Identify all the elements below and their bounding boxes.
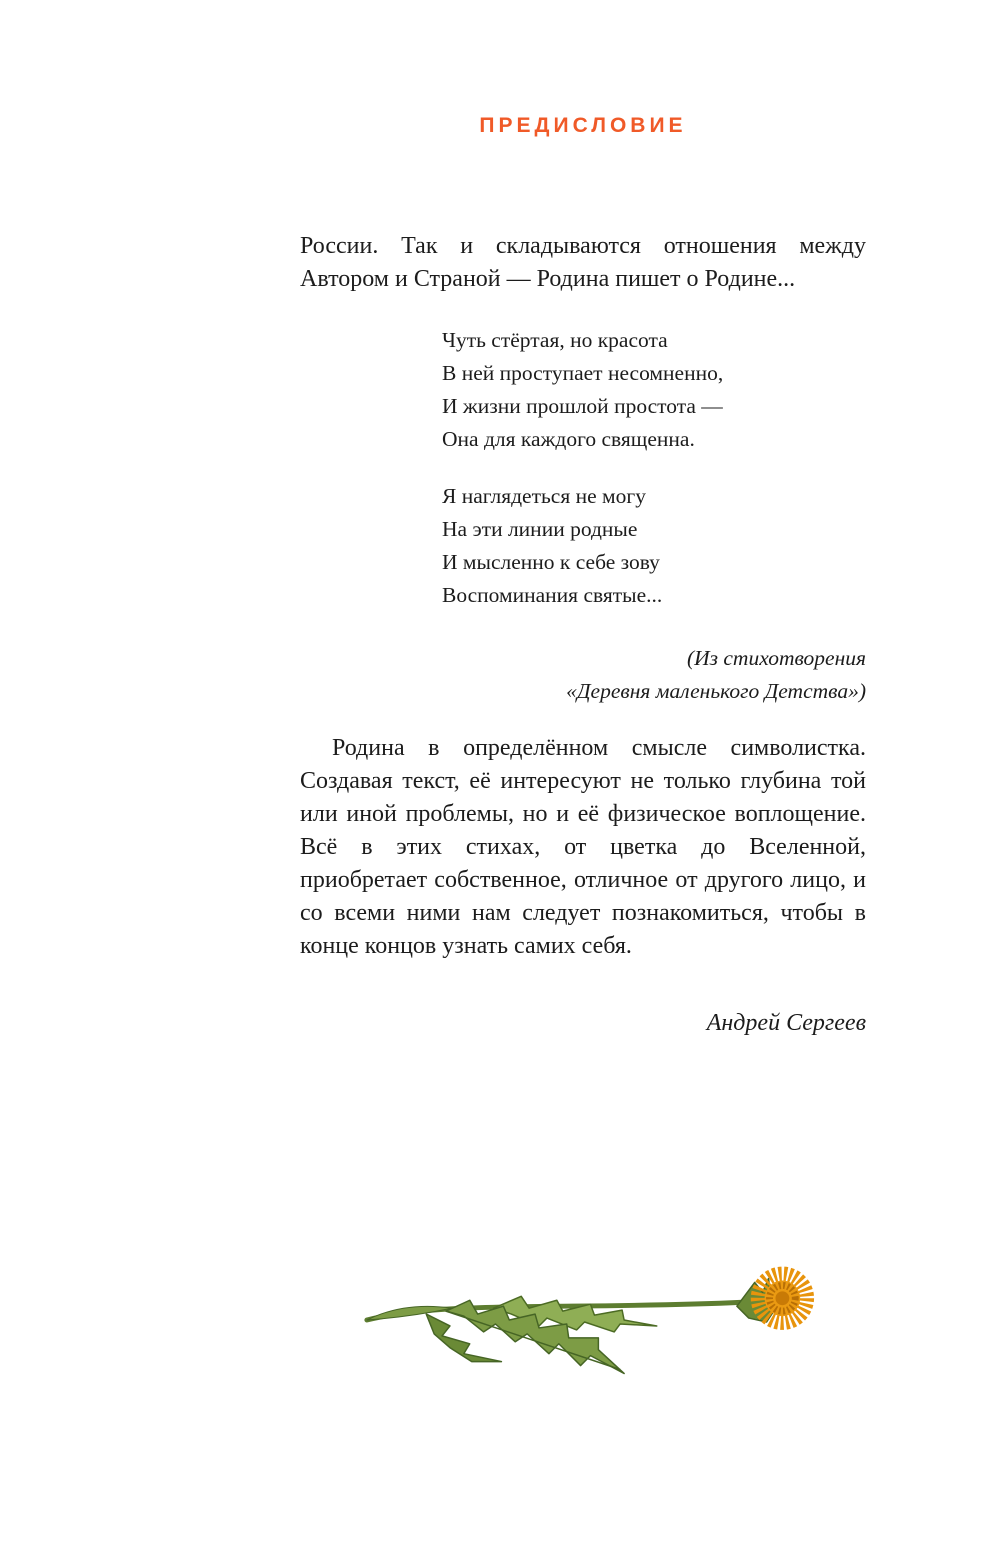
poem-line: И мысленно к себе зову <box>442 550 660 574</box>
page-title: ПРЕДИСЛОВИЕ <box>479 114 687 137</box>
poem-stanza-1 <box>442 324 866 456</box>
dandelion-blade <box>367 1306 452 1320</box>
poem-attribution <box>300 642 866 708</box>
poem-line: Она для каждого священна. <box>442 427 695 451</box>
dandelion-svg <box>355 1248 820 1398</box>
dandelion-flower-core <box>775 1291 789 1305</box>
poem-line: И жизни прошлой простота — <box>442 394 723 418</box>
poem-line: Воспоминания святые... <box>442 583 663 607</box>
dandelion-illustration <box>355 1248 820 1398</box>
attribution-line: (Из стихотворения <box>686 646 866 670</box>
attribution-line: «Деревня маленького Детства») <box>566 679 866 703</box>
text-block <box>300 230 866 1040</box>
paragraph-1: России. Так и складываются отношения между Автором и Страной — Родина пишет о Родине... <box>300 233 866 292</box>
poem-line: На эти линии родные <box>442 517 638 541</box>
poem-line: Чуть стёртая, но красота <box>442 328 668 352</box>
author-signature: Андрей Сергеев <box>706 1010 866 1036</box>
poem-line: В ней проступает несомненно, <box>442 361 724 385</box>
poem-quote <box>442 324 866 612</box>
paragraph-2: Родина в определённом смысле символистка. Создавая текст, её интересуют не только глубина той или иной проблемы, но и её физическое воплощение. Всё в этих стихах, от цветка до Вселенной, приобретает собственное, отличное от другого лицо, и со всеми ними нам следует познакомиться, чтобы в конце концов узнать самих себя. <box>300 735 866 959</box>
poem-stanza-2 <box>442 480 866 612</box>
poem-line: Я наглядеться не могу <box>442 484 646 508</box>
